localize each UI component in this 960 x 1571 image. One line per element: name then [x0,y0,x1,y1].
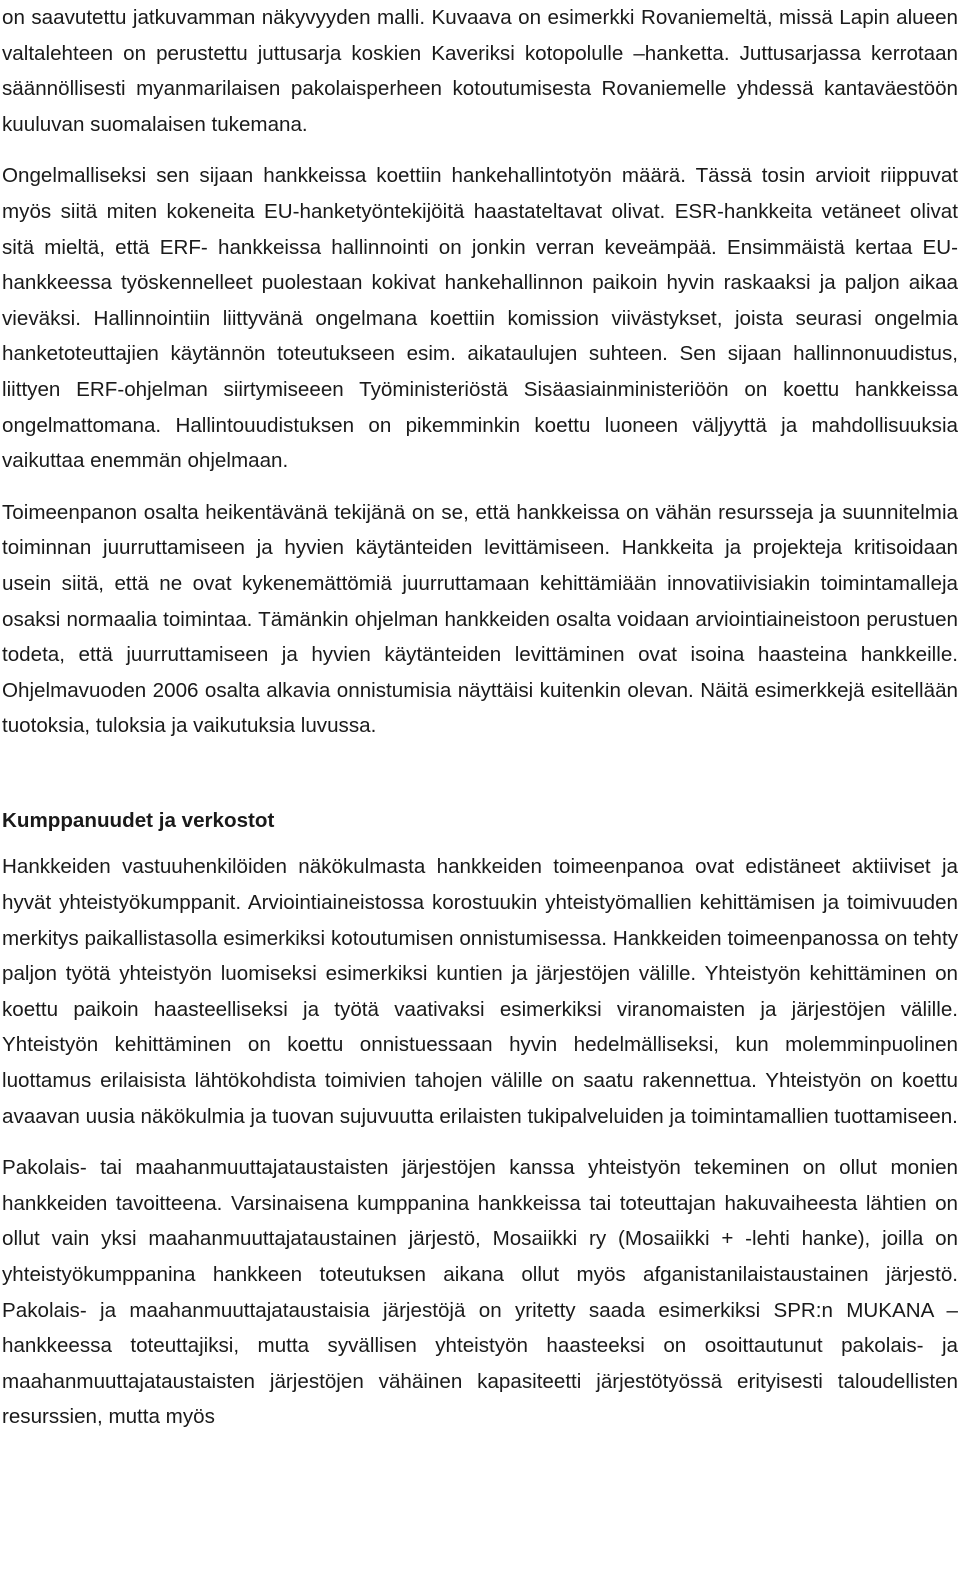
paragraph-2: Ongelmalliseksi sen sijaan hankkeissa koettiin hankehallintotyön määrä. Tässä tosin arvioit riippuvat myös siitä miten kokeneita EU-hanketyöntekijöitä haastateltavat olivat. ESR-hankkeita vetäneet olivat sitä mieltä, että ERF- hankkeissa hallinnointi on jonkin verran keveämpää. Ensimmäistä kertaa EU-hankkeessa työskennelleet puolestaan kokivat hankehallinnon paikoin hyvin raskaaksi ja paljon aikaa vieväksi. Hallinnointiin liittyvänä ongelmana koettiin komission viivästykset, joista seurasi ongelmia hanketoteuttajien käytännön toteutukseen esim. aikataulujen suhteen. Sen sijaan hallinnonuudistus, liittyen ERF-ohjelman siirtymiseeen Työministeriöstä Sisäasiainministeriöön on koettu hankkeissa ongelmattomana. Hallintouudistuksen on pikemminkin koettu luoneen väljyyttä ja mahdollisuuksia vaikuttaa enemmän ohjelmaan. [2,164,958,473]
paragraph-gap [2,479,958,495]
paragraph-5: Pakolais- tai maahanmuuttajataustaisten järjestöjen kanssa yhteistyön tekeminen on ollut monien hankkeiden tavoitteena. Varsinaisena kumppanina hankkeissa tai toteuttajan hakuvaiheesta lähtien on ollut vain yksi maahanmuuttajataustainen järjestö, Mosaiikki ry (Mosaiikki + -lehti hanke), joilla on yhteistyökumppanina hankkeen toteutuksen aikana ollut myös afganistanilaistaustainen järjestö. Pakolais- ja maahanmuuttajataustaisia järjestöjä on yritetty saada esimerkiksi SPR:n MUKANA –hankkeessa toteuttajiksi, mutta syvällisen yhteistyön haasteeksi on osoittautunut pakolais- ja maahanmuuttajataustaisten järjestöjen vähäinen kapasiteetti järjestötyössä erityisesti taloudellisten resurssien, mutta myös [2,1156,958,1429]
paragraph-4: Hankkeiden vastuuhenkilöiden näkökulmasta hankkeiden toimeenpanoa ovat edistäneet aktiiviset ja hyvät yhteistyökumppanit. Arviointiaineistossa korostuukin yhteistyömallien kehittämisen ja toimivuuden merkitys paikallistasolla esimerkiksi kotoutumisen onnistumisessa. Hankkeiden toimeenpanossa on tehty paljon työtä yhteistyön luomiseksi esimerkiksi kuntien ja järjestöjen välille. Yhteistyön kehittäminen on koettu paikoin haasteelliseksi ja työtä vaativaksi esimerkiksi viranomaisten ja järjestöjen välille. Yhteistyön kehittäminen on koettu onnistuessaan hyvin hedelmälliseksi, kun molemminpuolinen luottamus erilaisista lähtökohdista toimivien tahojen välille on saatu rakennettua. Yhteistyön on koettu avaavan uusia näkökulmia ja tuovan sujuvuutta erilaisten tukipalveluiden ja toimintamallien tuottamiseen. [2,855,958,1128]
paragraph-gap [2,142,958,158]
paragraph-gap [2,1134,958,1150]
section-heading: Kumppanuudet ja verkostot [2,808,275,832]
paragraph-3: Toimeenpanon osalta heikentävänä tekijänä on se, että hankkeissa on vähän resursseja ja suunnitelmia toiminnan juurruttamiseen ja hyvien käytänteiden levittämiseen. Hankkeita ja projekteja kritisoidaan usein siitä, että ne ovat kykenemättömiä juurruttamaan kehittämiään innovatiivisiakin toimintamalleja osaksi normaalia toimintaa. Tämänkin ohjelman hankkeiden osalta voidaan arviointiaineistoon perustuen todeta, että juurruttamiseen ja hyvien käytänteiden levittäminen ovat isoina haasteina hankkeille. Ohjelmavuoden 2006 osalta alkavia onnistumisia näyttäisi kuitenkin olevan. Näitä esimerkkejä esitellään tuotoksia, tuloksia ja vaikutuksia luvussa. [2,500,958,738]
paragraph-1: on saavutettu jatkuvamman näkyvyyden malli. Kuvaava on esimerkki Rovaniemeltä, missä Lapin alueen valtalehteen on perustettu juttusarja koskien Kaveriksi kotopolulle –hanketta. Juttusarjassa kerrotaan säännöllisesti myanmarilaisen pakolaisperheen kotoutumisesta Rovaniemelle yhdessä kantaväestöön kuuluvan suomalaisen tukemana. [2,6,958,136]
section-gap [2,744,958,803]
heading-gap [2,838,958,849]
